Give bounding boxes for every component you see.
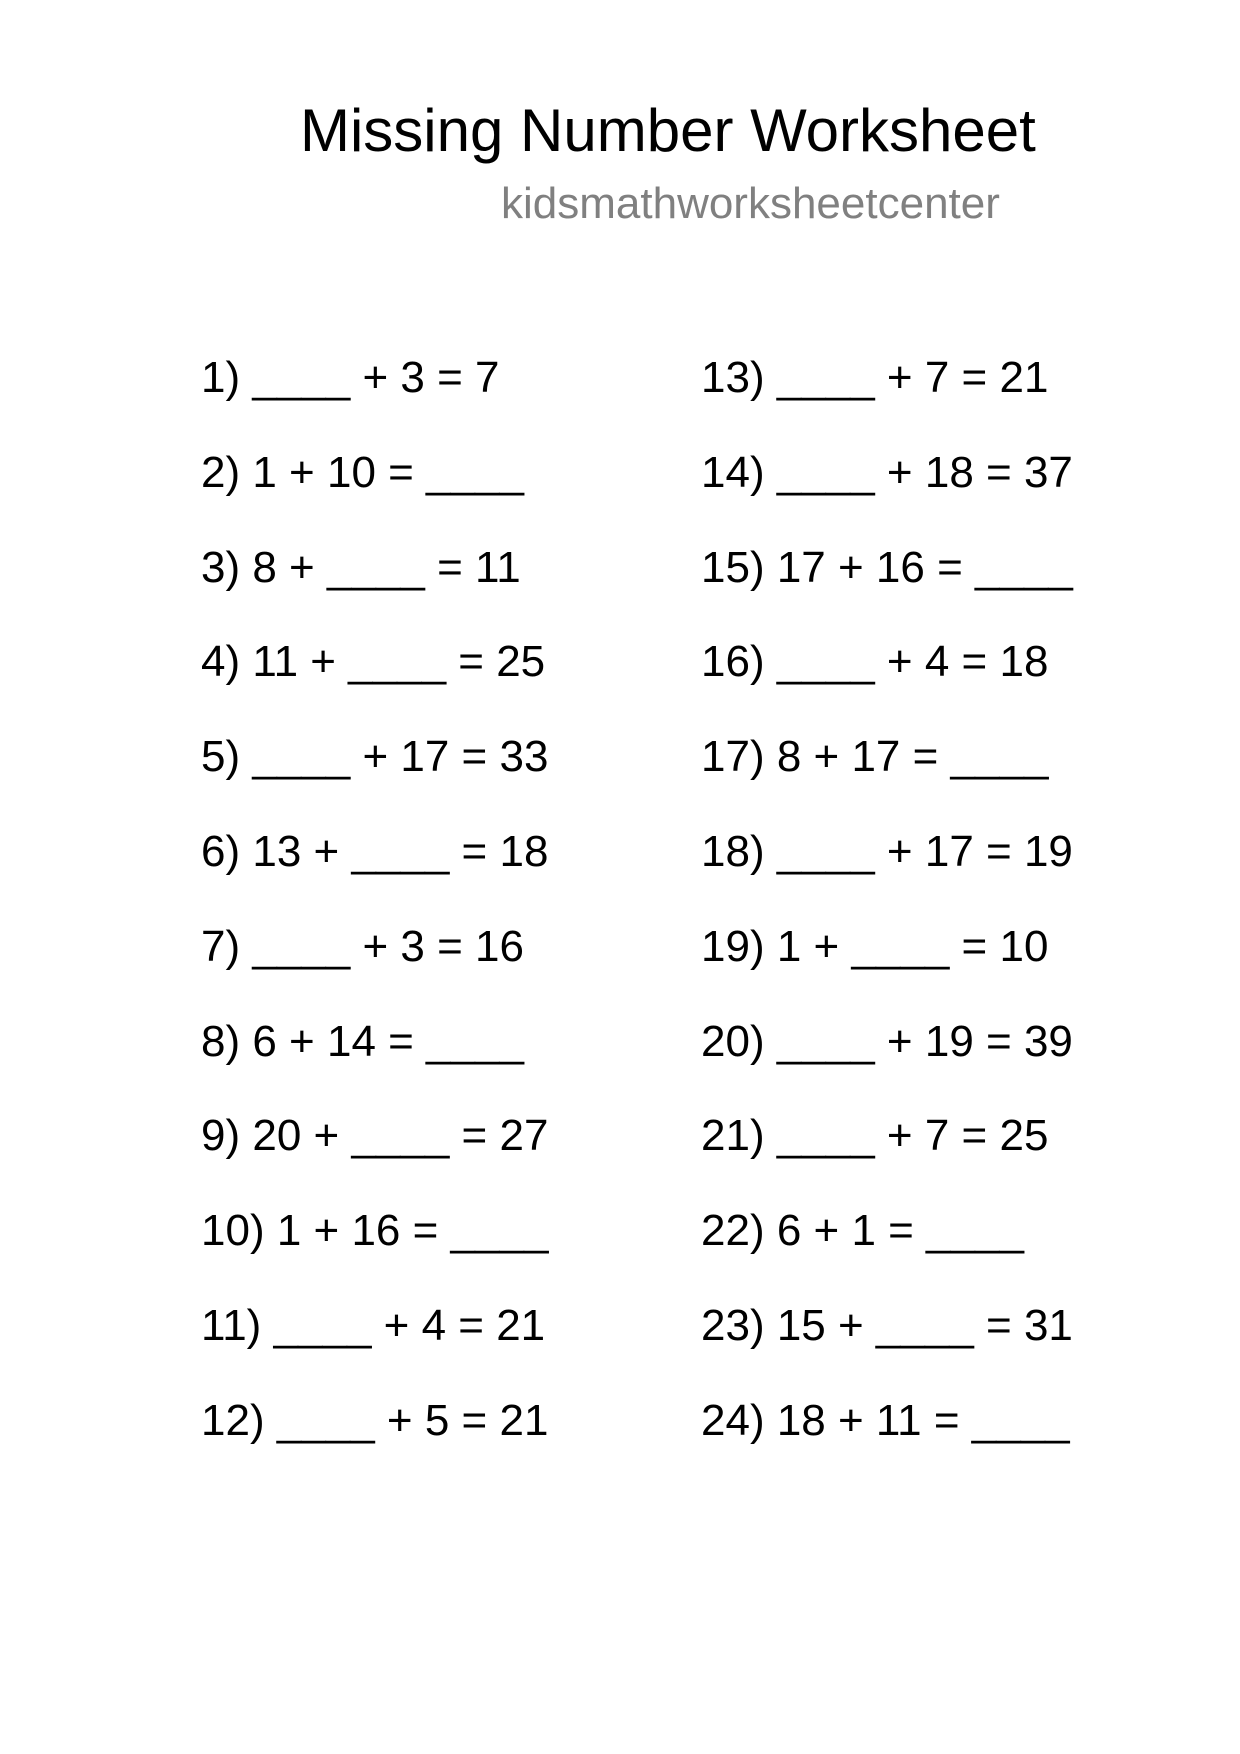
problem-equation: ____ + 17 = 19 [776,826,1073,876]
problem-number: 16) [701,637,765,687]
problem-item [201,731,548,826]
worksheet-title: Missing Number Worksheet [300,97,1036,164]
problem-equation: ____ + 5 = 21 [276,1395,549,1445]
problem-number: 13) [701,353,765,402]
problem-item [201,542,548,637]
problem-item [201,1110,548,1205]
problem-item [701,352,1073,447]
problem-item [201,352,548,447]
problem-item [201,1395,548,1490]
problem-number: 2) [201,447,241,497]
problem-item [701,447,1073,542]
problem-number: 11) [201,1300,262,1350]
problem-item [701,921,1073,1016]
problem-item [701,1300,1073,1395]
problem-item [701,1016,1073,1111]
problem-number: 4) [201,637,241,687]
problem-equation: 8 + ____ = 11 [252,542,521,592]
problem-number: 20) [701,1016,765,1066]
problem-number: 19) [701,921,765,971]
problem-equation: 17 + 16 = ____ [776,542,1073,592]
problem-equation: ____ + 7 = 25 [776,1111,1049,1161]
problems-column-left [201,352,548,1490]
problem-item [201,1016,548,1111]
problem-number: 24) [701,1395,765,1445]
problem-number: 1) [201,353,241,402]
problem-number: 21) [701,1111,765,1161]
problem-number: 5) [201,732,241,782]
problem-number: 12) [201,1395,265,1445]
problem-number: 23) [701,1300,765,1350]
problem-item [701,1205,1073,1300]
problem-item [201,826,548,921]
problem-number: 22) [701,1206,765,1256]
problem-number: 18) [701,826,765,876]
problem-item [201,636,548,731]
problem-number: 15) [701,542,765,592]
problem-equation: 1 + 16 = ____ [276,1206,549,1256]
problem-equation: 13 + ____ = 18 [252,826,549,876]
problem-equation: 1 + ____ = 10 [776,921,1049,971]
problem-number: 14) [701,447,765,497]
problem-equation: ____ + 3 = 16 [252,921,524,971]
problem-equation: ____ + 3 = 7 [252,353,500,402]
worksheet-source: kidsmathworksheetcenter [501,179,1000,228]
problem-item [201,921,548,1016]
problem-equation: ____ + 7 = 21 [776,353,1049,402]
problem-equation: 18 + 11 = ____ [776,1395,1070,1445]
problem-item [701,1395,1073,1490]
problem-number: 9) [201,1111,241,1161]
problem-number: 17) [701,732,765,782]
problem-item [701,1110,1073,1205]
problem-item [201,1205,548,1300]
problem-number: 7) [201,921,241,971]
problem-number: 10) [201,1206,265,1256]
problem-equation: 6 + 14 = ____ [252,1016,524,1066]
problem-equation: 20 + ____ = 27 [252,1111,549,1161]
problem-item [701,826,1073,921]
problem-equation: ____ + 17 = 33 [252,732,549,782]
problem-item [701,731,1073,826]
problem-item [701,636,1073,731]
problem-item [201,447,548,542]
problem-item [701,542,1073,637]
problem-number: 3) [201,542,241,592]
problem-equation: ____ + 4 = 18 [776,637,1049,687]
problem-equation: ____ + 4 = 21 [273,1300,546,1350]
problems-column-right [701,352,1073,1490]
problem-item [201,1300,548,1395]
problem-equation: ____ + 19 = 39 [776,1016,1073,1066]
problem-equation: 1 + 10 = ____ [252,447,524,497]
problem-equation: 15 + ____ = 31 [776,1300,1073,1350]
problem-number: 8) [201,1016,241,1066]
problem-equation: 8 + 17 = ____ [776,732,1049,782]
problem-number: 6) [201,826,241,876]
problem-equation: 6 + 1 = ____ [776,1206,1024,1256]
problem-equation: ____ + 18 = 37 [776,447,1073,497]
problem-equation: 11 + ____ = 25 [252,637,546,687]
